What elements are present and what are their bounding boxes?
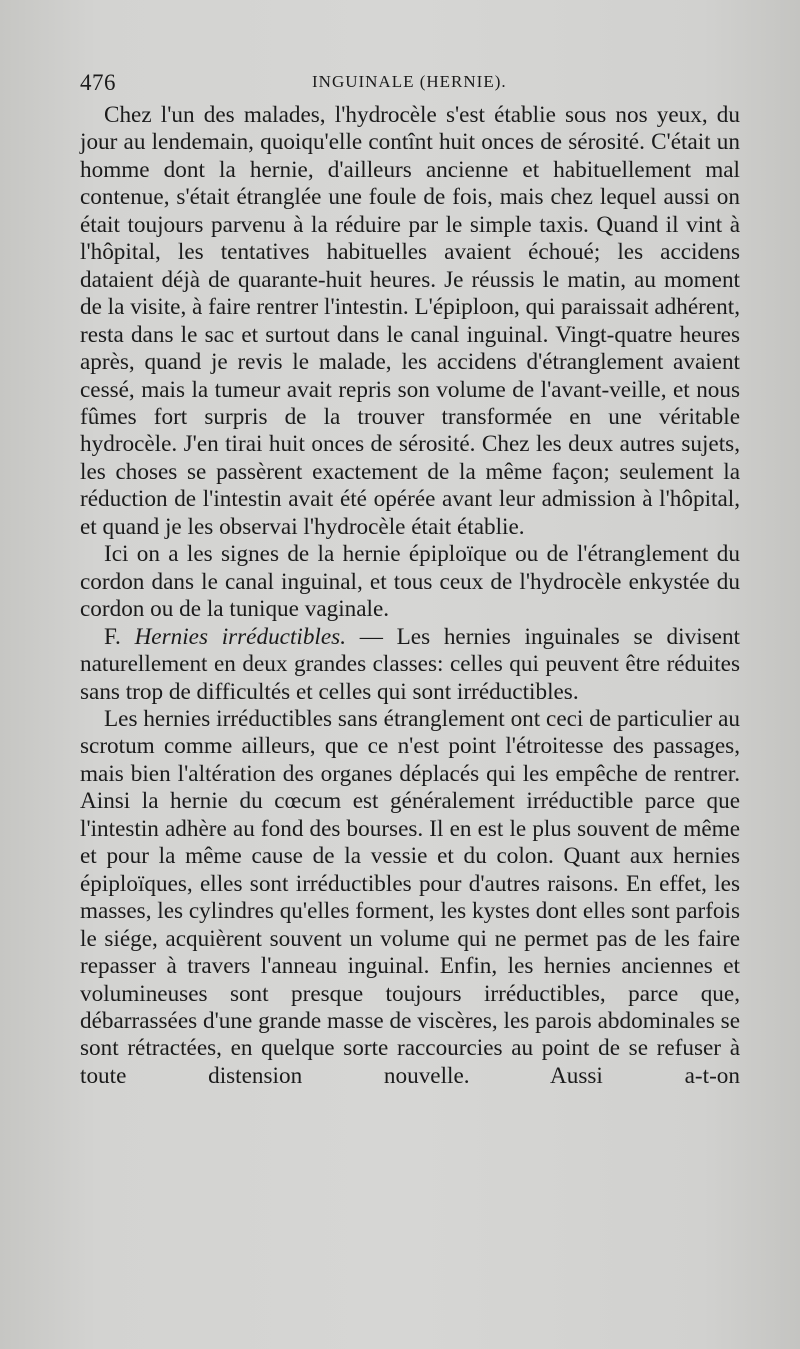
- section-label: F.: [104, 623, 121, 650]
- paragraph-irreducible-causes: Les hernies irréductibles sans étranglement ont ceci de particulier au scrotum comme ailleurs, que ce n'est point l'étroitesse des passages, mais bien l'altération des organes déplacés qui les empêche de rentrer. Ainsi la hernie du cœcum est généralement irréductible parce que l'intestin adhère au fond des bourses. Il en est le plus souvent de même et pour la même cause de la vessie et du colon. Quant aux hernies épiploïques, elles sont irréductibles pour d'autres raisons. En effet, les masses, les cylindres qu'elles forment, les kystes dont elles sont parfois le siége, acquièrent souvent un volume qui ne permet pas de les faire repasser à travers l'anneau inguinal. Enfin, les hernies anciennes et volumineuses sont presque toujours irréductibles, parce que, débarrassées d'une grande masse de viscères, les parois abdominales se sont rétractées, en quelque sorte raccourcies au point de se refuser à toute distension nouvelle. Aussi a-t-on: [80, 705, 740, 1089]
- running-title: INGUINALE (HERNIE).: [312, 72, 507, 91]
- running-head: [80, 62, 740, 102]
- paragraph-irreducible-heading: [80, 624, 740, 706]
- section-title: Hernies irréductibles.: [134, 623, 346, 650]
- section-text: — Les hernies inguinales se divisent naturellement en deux grandes classes: celles qui peuvent être réduites sans trop de difficultés et celles qui sont irréductibles.: [80, 623, 740, 705]
- body-text: [80, 102, 740, 1090]
- page-number: 476: [80, 70, 116, 95]
- book-page: [80, 62, 740, 1090]
- paragraph-signs: Ici on a les signes de la hernie épiploïque ou de l'étranglement du cordon dans le canal inguinal, et tous ceux de l'hydrocèle enkystée du cordon ou de la tunique vaginale.: [80, 541, 740, 623]
- paragraph-hydrocele-cases: Chez l'un des malades, l'hydrocèle s'est établie sous nos yeux, du jour au lendemain, quoiqu'elle contînt huit onces de sérosité. C'était un homme dont la hernie, d'ailleurs ancienne et habituellement mal contenue, s'était étranglée une foule de fois, mais chez lequel aussi on était toujours parvenu à la réduire par le simple taxis. Quand il vint à l'hôpital, les tentatives habituelles avaient échoué; les accidens dataient déjà de quarante-huit heures. Je réussis le matin, au moment de la visite, à faire rentrer l'intestin. L'épiploon, qui paraissait adhérent, resta dans le sac et surtout dans le canal inguinal. Vingt-quatre heures après, quand je revis le malade, les accidens d'étranglement avaient cessé, mais la tumeur avait repris son volume de l'avant-veille, et nous fûmes fort surpris de la trouver transformée en une véritable hydrocèle. J'en tirai huit onces de sérosité. Chez les deux autres sujets, les choses se passèrent exactement de la même façon; seulement la réduction de l'intestin avait été opérée avant leur admission à l'hôpital, et quand je les observai l'hydrocèle était établie.: [80, 102, 740, 540]
